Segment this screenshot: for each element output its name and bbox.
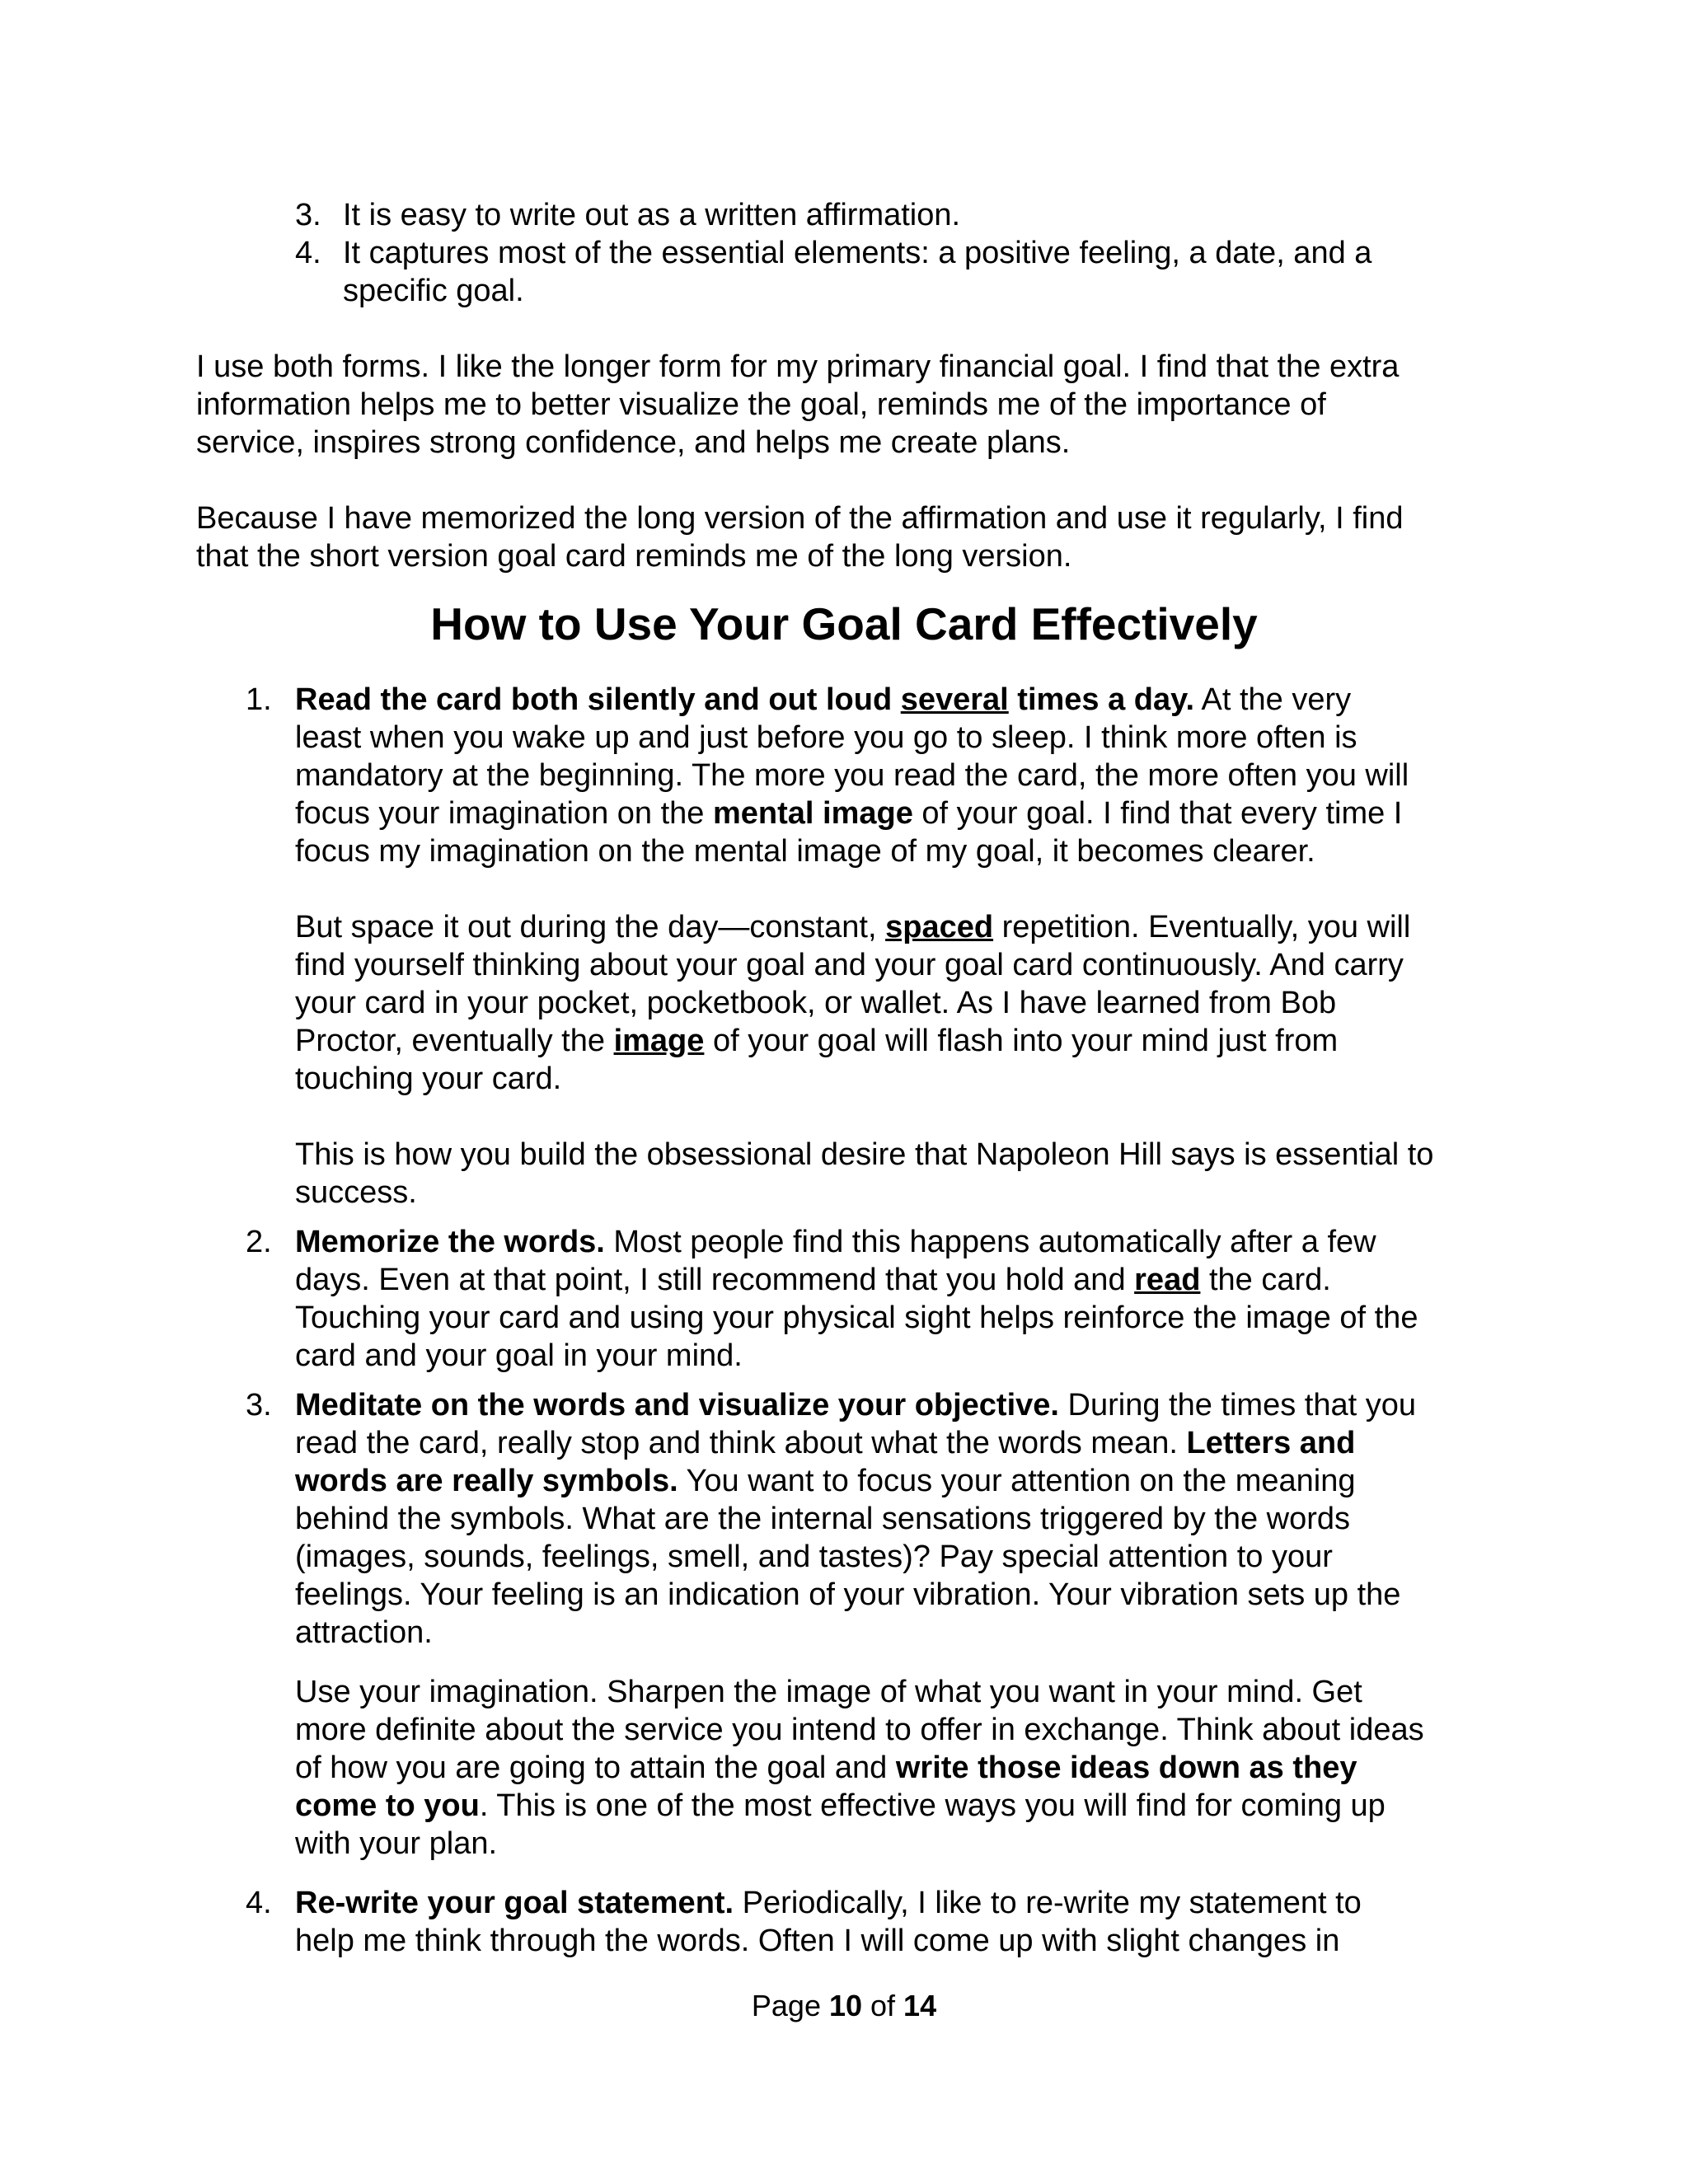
list-number: 4. <box>246 1886 272 1920</box>
list-item-text: It is easy to write out as a written affirmation. <box>343 198 961 232</box>
section-heading: How to Use Your Goal Card Effectively <box>430 598 1258 649</box>
underlined-bold-text: image <box>613 1024 705 1058</box>
text: Proctor, eventually the <box>295 1024 614 1058</box>
list-number: 3. <box>295 198 321 232</box>
text: of your goal will flash into your mind just from <box>704 1024 1339 1058</box>
list-item-line: more definite about the service you intend to offer in exchange. Think about ideas <box>295 1713 1424 1747</box>
underlined-bold-text: read <box>1134 1263 1201 1297</box>
list-number: 3. <box>246 1388 272 1422</box>
list-item-line: This is how you build the obsessional desire that Napoleon Hill says is essential to <box>295 1137 1434 1172</box>
list-item-line <box>295 681 1351 719</box>
text: At the very <box>1194 682 1352 717</box>
list-item-line <box>295 1386 1416 1424</box>
bold-text: Memorize the words. <box>295 1225 605 1259</box>
text: repetition. Eventually, you will <box>993 910 1411 944</box>
page-current: 10 <box>828 1989 863 2022</box>
list-item-line <box>295 908 1410 946</box>
list-number: 1. <box>246 682 272 717</box>
list-item-line: with your plan. <box>295 1826 498 1861</box>
bold-text: times a day. <box>1008 682 1195 717</box>
list-item-line: card and your goal in your mind. <box>295 1338 743 1373</box>
bold-text: words are really symbols. <box>295 1464 678 1498</box>
list-item-line: focus my imagination on the mental image of my goal, it becomes clearer. <box>295 834 1315 869</box>
list-item-line <box>295 1884 1362 1922</box>
list-item-line <box>295 1462 1355 1500</box>
text: focus your imagination on the <box>295 796 713 831</box>
list-item-line <box>295 1787 1386 1825</box>
text: You want to focus your attention on the meaning <box>678 1464 1356 1498</box>
list-item-line: (images, sounds, feelings, smell, and tastes)? Pay special attention to your <box>295 1540 1333 1574</box>
underlined-bold-text: spaced <box>885 910 994 944</box>
text: the card. <box>1200 1263 1331 1297</box>
paragraph-line: service, inspires strong confidence, and helps me create plans. <box>196 425 1071 460</box>
list-number: 4. <box>295 236 321 270</box>
list-item-line <box>295 1749 1357 1787</box>
list-item-line: behind the symbols. What are the internal sensations triggered by the words <box>295 1502 1351 1536</box>
bold-text: Meditate on the words and visualize your objective. <box>295 1388 1059 1422</box>
text: days. Even at that point, I still recommend that you hold and <box>295 1263 1135 1297</box>
page-label: Page <box>751 1989 829 2022</box>
bold-text: Re-write your goal statement. <box>295 1886 734 1920</box>
paragraph-line: Because I have memorized the long version of the affirmation and use it regularly, I find <box>196 501 1404 536</box>
bold-text: write those ideas down as they <box>895 1750 1357 1785</box>
text: But space it out during the day—constant, <box>295 910 886 944</box>
list-item-line: attraction. <box>295 1615 433 1650</box>
list-item-line <box>295 1424 1355 1462</box>
list-item-line: mandatory at the beginning. The more you read the card, the more often you will <box>295 758 1409 793</box>
text: of how you are going to attain the goal and <box>295 1750 896 1785</box>
list-number: 2. <box>246 1225 272 1259</box>
bold-text: Letters and <box>1186 1426 1356 1460</box>
page-total: 14 <box>903 1989 937 2022</box>
list-item-line: feelings. Your feeling is an indication of your vibration. Your vibration sets up the <box>295 1577 1401 1612</box>
list-item-text: It captures most of the essential elements: a positive feeling, a date, and a <box>343 236 1372 270</box>
list-item-line: your card in your pocket, pocketbook, or wallet. As I have learned from Bob <box>295 986 1337 1020</box>
text: . This is one of the most effective ways you will find for coming up <box>479 1788 1386 1823</box>
bold-text: mental image <box>712 796 913 831</box>
bold-text: come to you <box>295 1788 480 1823</box>
list-item-line: Touching your card and using your physical sight helps reinforce the image of the <box>295 1301 1418 1335</box>
text: of your goal. I find that every time I <box>912 796 1403 831</box>
paragraph-line: that the short version goal card reminds me of the long version. <box>196 539 1072 574</box>
text: Most people find this happens automatically after a few <box>604 1225 1376 1259</box>
paragraph-line: I use both forms. I like the longer form for my primary financial goal. I find that the extra <box>196 349 1400 384</box>
list-item-line: success. <box>295 1175 417 1210</box>
paragraph-line: information helps me to better visualize the goal, reminds me of the importance of <box>196 387 1326 422</box>
list-item-line <box>295 794 1402 832</box>
list-item-line: least when you wake up and just before you go to sleep. I think more often is <box>295 720 1357 755</box>
text: read the card, really stop and think about what the words mean. <box>295 1426 1187 1460</box>
list-item-line <box>295 1223 1376 1261</box>
list-item-line <box>295 1261 1331 1299</box>
list-item-text: specific goal. <box>343 274 524 308</box>
bold-text: Read the card both silently and out loud <box>295 682 901 717</box>
text: Periodically, I like to re-write my statement to <box>734 1886 1362 1920</box>
list-item-line <box>295 1022 1338 1060</box>
list-item-line: touching your card. <box>295 1062 562 1096</box>
list-item-line: help me think through the words. Often I will come up with slight changes in <box>295 1924 1340 1958</box>
text: During the times that you <box>1058 1388 1416 1422</box>
page-separator: of <box>862 1989 904 2022</box>
list-item-line: find yourself thinking about your goal and your goal card continuously. And carry <box>295 948 1404 982</box>
page-footer <box>0 1988 1688 2024</box>
list-item-line: Use your imagination. Sharpen the image of what you want in your mind. Get <box>295 1675 1362 1709</box>
underlined-bold-text: several <box>900 682 1009 717</box>
